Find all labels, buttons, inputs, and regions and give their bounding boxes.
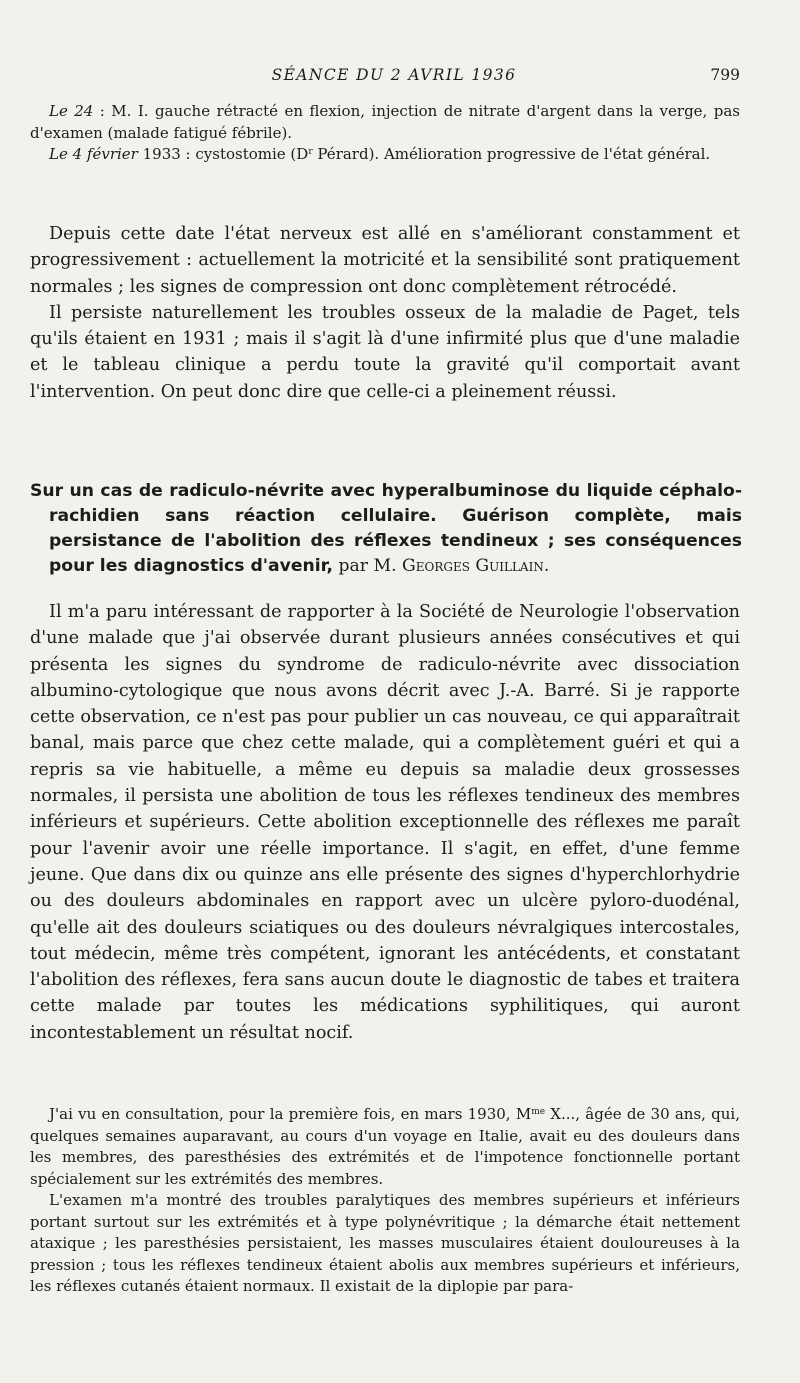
article-byline: par M. (333, 556, 403, 576)
note-paragraph (30, 144, 740, 166)
note-text: Pérard). Amélioration progressive de l'état général. (312, 145, 711, 163)
body-paragraph: Il persiste naturellement les troubles osseux de la maladie de Paget, tels qu'ils étaient en 1931 ; mais il s'agit là d'une infirmité plus que d'une maladie et le tableau clinique a perdu toute la gravité qu'il comportait avant l'intervention. On peut donc dire que celle-ci a pleinement réussi. (30, 302, 740, 402)
case-paragraph (30, 1190, 740, 1298)
article-title (30, 479, 742, 579)
note-text: : M. I. gauche rétracté en flexion, injection de nitrate d'argent dans la verge, pas d'examen (malade fatigué fébrile). (30, 102, 740, 142)
running-title: SÉANCE DU 2 AVRIL 1936 (271, 66, 517, 84)
note-date: Le 24 (49, 102, 94, 120)
article-author: Georges Guillain. (402, 556, 550, 576)
body-paragraph: Il m'a paru intéressant de rapporter à la Société de Neurologie l'observation d'une malade que j'ai observée durant plusieurs années consécutives et qui présenta les signes du syndrome de radiculo-névrite avec dissociation albumino-cytologique que nous avons décrit avec J.-A. Barré. Si je rapporte cette observation, ce n'est pas pour publier un cas nouveau, ce qui apparaîtrait banal, mais parce que chez cette malade, qui a complètement guéri et qui a repris sa vie habituelle, a même eu depuis sa maladie deux grossesses normales, il persista une abolition de tous les réflexes tendineux des membres inférieurs et supérieurs. Cette abolition exceptionnelle des réflexes me paraît pour l'avenir avoir une réelle importance. Il s'agit, en effet, d'une femme jeune. Que dans dix ou quinze ans elle présente des signes d'hyperchlorhydrie ou des douleurs abdominales en rapport avec un ulcère pyloro-duodénal, qu'elle ait des douleurs sciatiques ou des douleurs névralgiques intercostales, tout médecin, même très compétent, ignorant les antécédents, et constatant l'abolition des réflexes, fera sans aucun doute le diagnostic de tabes et traitera cette malade par toutes les médications syphilitiques, qui auront incontestablement un résultat nocif. (30, 602, 740, 1043)
case-text: J'ai vu en consultation, pour la première fois, en mars 1930, M (49, 1105, 532, 1123)
case-text: X..., âgée de 30 ans, qui, quelques semaines auparavant, au cours d'un voyage en Italie, avait eu des douleurs dans les membres, des paresthésies des extrémités et de l'impotence fonctionnelle portant spécialement sur les extrémités des membres. (30, 1105, 740, 1188)
conclusion-section (30, 221, 740, 405)
page-number: 799 (710, 66, 740, 84)
note-superscript: r (308, 147, 313, 157)
body-paragraph: Depuis cette date l'état nerveux est allé en s'améliorant constamment et progressivement : actuellement la motricité et la sensibilité sont pratiquement normales ; les signes de compression ont donc complètement rétrocédé. (30, 224, 740, 297)
case-superscript: me (531, 1107, 546, 1117)
note-paragraph (30, 101, 740, 144)
introduction-section (30, 599, 740, 1046)
note-date: Le 4 février (49, 145, 138, 163)
note-text: 1933 : cystostomie (D (137, 145, 309, 163)
case-paragraph (30, 1104, 740, 1190)
article-title-text: Sur un cas de radiculo-névrite avec hyperalbuminose du liquide céphalo-rachidien sans réaction cellulaire. Guérison complète, mais persistance de l'abolition des réflexes tendineux ; ses conséquences pour les diagnostics d'avenir, (30, 481, 742, 576)
case-notes (30, 101, 740, 166)
running-header (48, 66, 740, 88)
case-text: L'examen m'a montré des troubles paralytiques des membres supérieurs et inférieurs portant surtout sur les extrémités et à type polynévritique ; la démarche était nettement ataxique ; les paresthésies persistaient, les masses musculaires étaient douloureuses à la pression ; tous les réflexes tendineux étaient abolis aux membres supérieurs et inférieurs, les réflexes cutanés étaient normaux. Il existait de la diplopie par para- (30, 1191, 740, 1295)
case-report (30, 1104, 740, 1298)
